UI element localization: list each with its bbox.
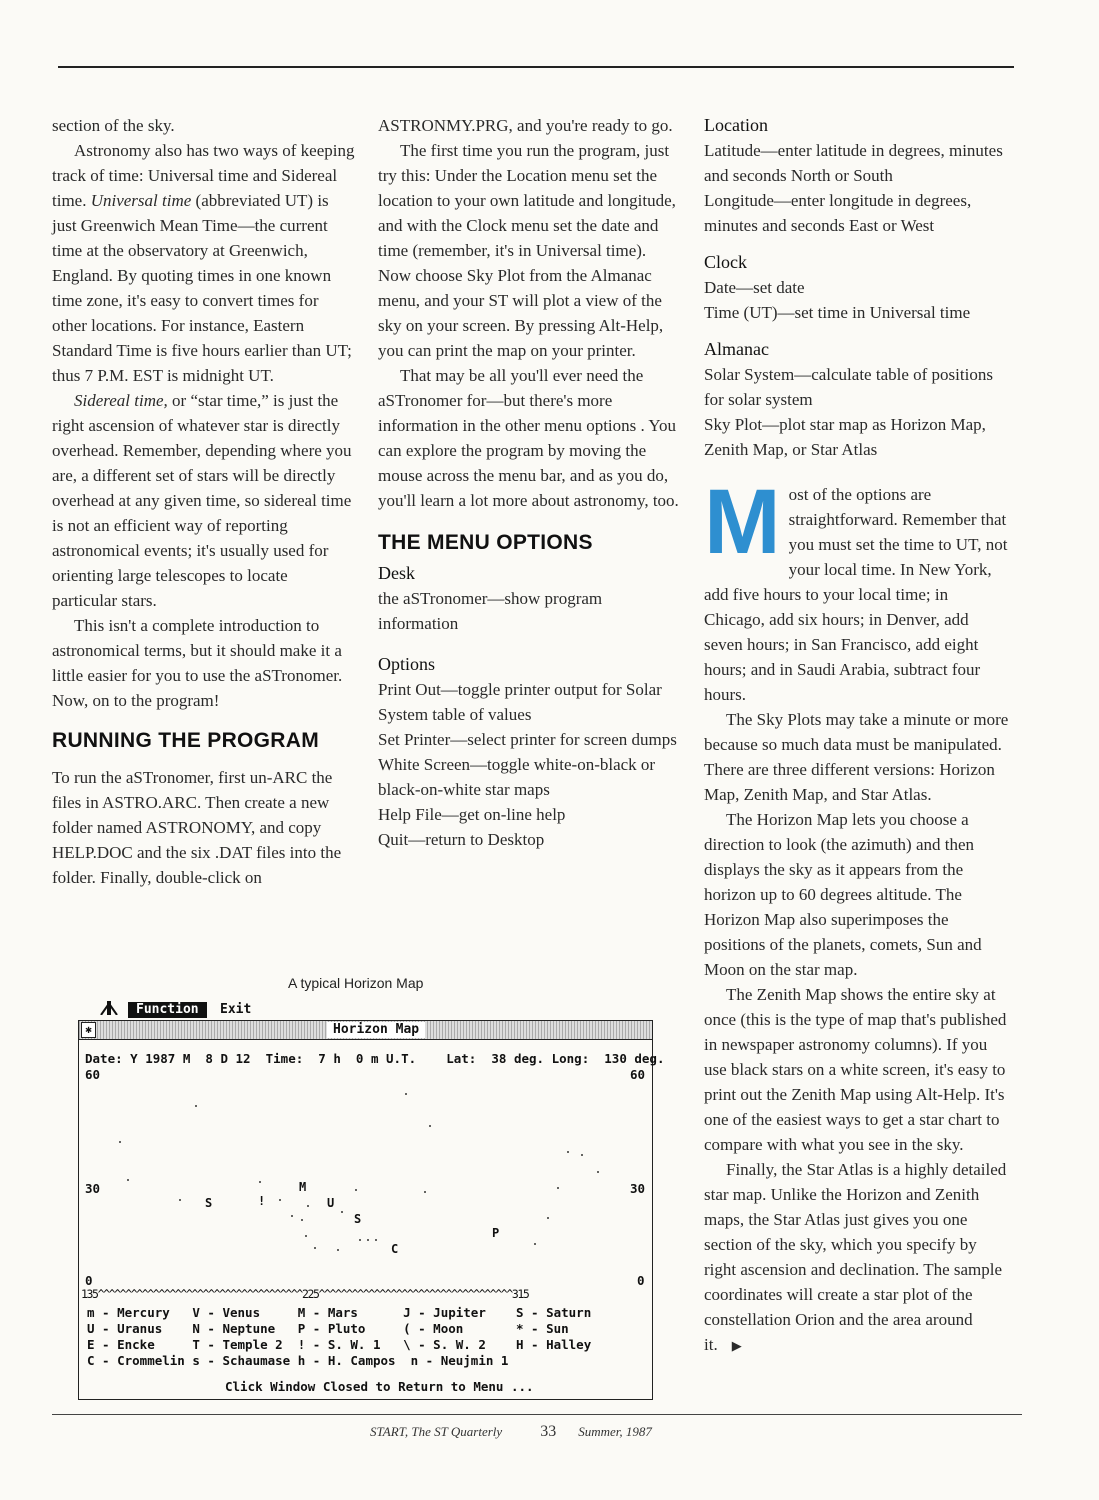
top-rule — [58, 66, 1014, 68]
menu-item: Date—set date — [704, 278, 805, 297]
star-dot — [314, 1247, 316, 1249]
menu-exit[interactable]: Exit — [220, 1002, 252, 1017]
star-dot — [547, 1217, 549, 1219]
menu-item: the aSTronomer—show program information — [378, 589, 603, 633]
star-dot — [367, 1239, 369, 1241]
column-3 — [704, 113, 1009, 1358]
star-dot — [355, 1189, 357, 1191]
menu-item: Time (UT)—set time in Universal time — [704, 303, 971, 322]
paragraph: Most of the options are straightforward. Remember that you must set the time to UT, not your local time. In New York, add five hours to your local time; in Chicago, add six hours; in Denver, add seven hours; in San Francisco, add eight hours; and in Saudi Arabia, subtract four hours. — [704, 471, 1008, 704]
altitude-label-60: 60 — [630, 1067, 646, 1082]
menu-bar — [78, 1000, 653, 1020]
horizon-map-screenshot — [78, 1000, 665, 1405]
altitude-label-30: 30 — [630, 1181, 646, 1196]
star-dot — [597, 1171, 599, 1173]
star-dot — [429, 1125, 431, 1127]
star-dot — [127, 1179, 129, 1181]
star-dot — [359, 1239, 361, 1241]
close-box-icon[interactable]: ✱ — [81, 1022, 96, 1038]
legend-row: U - Uranus N - Neptune P - Pluto ( - Moon * - Sun — [87, 1321, 569, 1336]
legend-row: m - Mercury V - Venus M - Mars J - Jupiter S - Saturn — [87, 1305, 592, 1320]
magazine-name: START, The ST Quarterly — [370, 1424, 503, 1439]
menu-function[interactable]: Function — [128, 1002, 207, 1018]
menu-title-almanac: Almanac — [704, 339, 769, 359]
menu-title-options: Options — [378, 654, 436, 674]
planet-label: S — [205, 1196, 213, 1210]
window-title-bar[interactable] — [79, 1021, 652, 1040]
menu-item: Sky Plot—plot star map as Horizon Map, Zenith Map, or Star Atlas — [704, 415, 986, 459]
star-dot — [375, 1239, 377, 1241]
star-dot — [534, 1243, 536, 1245]
altitude-label-60: 60 — [85, 1067, 101, 1082]
menu-item: Set Printer—select printer for screen dumps — [378, 730, 677, 749]
star-dot — [195, 1105, 197, 1107]
star-dot — [279, 1199, 281, 1201]
menu-title-location: Location — [704, 115, 768, 135]
menu-item: Solar System—calculate table of positions for solar system — [704, 365, 993, 409]
page-footer — [370, 1423, 652, 1441]
paragraph: The Horizon Map lets you choose a direction to look (the azimuth) and then displays the sky as it appears from the horizon up to 60 degrees altitude. The Horizon Map also superimposes the positions of the planets, comets, Sun and Moon on the star map. — [704, 810, 982, 979]
star-dot — [305, 1235, 307, 1237]
comet-label: ! — [258, 1194, 266, 1208]
section-heading: THE MENU OPTIONS — [378, 531, 593, 554]
paragraph: Finally, the Star Atlas is a highly detailed star map. Unlike the Horizon and Zenith maps, the Star Atlas just gives you one section of the sky, which you specify by right ascension and declination. The sample coordinates will create a star plot of the constellation Orion and the area around it. ▶ — [704, 1160, 1007, 1354]
info-line: Date: Y 1987 M 8 D 12 Time: 7 h 0 m U.T. Lat: 38 deg. Long: 130 deg. — [85, 1051, 665, 1066]
menu-item: Longitude—enter longitude in degrees, minutes and seconds East or West — [704, 191, 972, 235]
star-dot — [179, 1199, 181, 1201]
altitude-label-0: 0 — [637, 1273, 645, 1288]
comet-label: C — [391, 1242, 399, 1256]
menu-item: Quit—return to Desktop — [378, 830, 545, 849]
star-dot — [341, 1211, 343, 1213]
paragraph: This isn't a complete introduction to astronomical terms, but it should make it a little easier for you to use the aSTronomer. Now, on to the program! — [52, 616, 343, 710]
column-1 — [52, 113, 357, 890]
star-dot — [301, 1219, 303, 1221]
star-dot — [405, 1093, 407, 1095]
menu-item: Latitude—enter latitude in degrees, minutes and seconds North or South — [704, 141, 1003, 185]
azimuth-scale: 135^^^^^^^^^^^^^^^^^^^^^^^^^^^^^^^^^^^^^225^^^^^^^^^^^^^^^^^^^^^^^^^^^^^^^^^^^315 — [81, 1287, 529, 1301]
page-number: 33 — [540, 1423, 557, 1440]
star-dot — [307, 1205, 309, 1207]
planet-label: U — [327, 1196, 335, 1210]
section-heading: RUNNING THE PROGRAM — [52, 729, 320, 752]
paragraph: ASTRONMY.PRG, and you're ready to go. — [378, 116, 673, 135]
star-dot — [581, 1154, 583, 1156]
paragraph: The first time you run the program, just try this: Under the Location menu set the location to your own latitude and longitude, and with the Clock menu set the date and time (remember, it's in Universal time). Now choose Sky Plot from the Almanac menu, and your ST will plot a view of the sky on your screen. By pressing Alt-Help, you can print the map on your printer. — [378, 141, 676, 360]
altitude-label-0: 0 — [85, 1273, 93, 1288]
menu-title-clock: Clock — [704, 252, 747, 272]
paragraph: The Sky Plots may take a minute or more because so much data must be manipulated. There are three different versions: Horizon Map, Zenith Map, and Star Atlas. — [704, 710, 1009, 804]
star-dot — [119, 1141, 121, 1143]
planet-label: M — [299, 1180, 307, 1194]
figure-caption: A typical Horizon Map — [288, 975, 424, 991]
star-dot — [567, 1151, 569, 1153]
bottom-rule — [52, 1414, 1022, 1415]
paragraph: That may be all you'll ever need the aSTronomer for—but there's more information in the other menu options . You can explore the program by moving the mouse across the menu bar, and as you do, you'll learn a lot more about astronomy, too. — [378, 366, 679, 510]
menu-item: Print Out—toggle printer output for Solar System table of values — [378, 680, 662, 724]
paragraph: section of the sky. — [52, 116, 175, 135]
column-2 — [378, 113, 683, 852]
paragraph: Astronomy also has two ways of keeping track of time: Universal time and Sidereal time. Universal time (abbreviated UT) is just Greenwich Mean Time—the current time at the observatory at Greenwich, England. By quoting times in one known time zone, it's easy to convert times for other locations. For instance, Eastern Standard Time is five hours earlier than UT; thus 7 P.M. EST is midnight UT. — [52, 141, 355, 385]
star-dot — [557, 1187, 559, 1189]
star-dot — [259, 1181, 261, 1183]
menu-title-desk: Desk — [378, 563, 415, 583]
paragraph: Sidereal time, or “star time,” is just the right ascension of whatever star is directly overhead. Remember, depending where you are, a different set of stars will be directly overhead at any given time, so sidereal time is not an efficient way of reporting astronomical events; it's usually used for orienting large telescopes to locate particular stars. — [52, 391, 352, 610]
sun-label: S — [354, 1212, 362, 1226]
window-title: Horizon Map — [327, 1022, 425, 1038]
menu-item: Help File—get on-line help — [378, 805, 566, 824]
paragraph: The Zenith Map shows the entire sky at once (this is the type of map that's published in newspaper astronomy columns). If you use black stars on a white screen, it's easy to print out the Zenith Map using Alt-Help. It's one of the easiest ways to get a star chart to compare with what you see in the sky. — [704, 985, 1007, 1154]
menu-item: White Screen—toggle white-on-black or black-on-white star maps — [378, 755, 656, 799]
star-dot — [424, 1191, 426, 1193]
close-window-prompt[interactable]: Click Window Closed to Return to Menu ... — [225, 1379, 534, 1394]
star-dot — [337, 1249, 339, 1251]
legend-row: C - Crommelin s - Schaumase h - H. Campos n - Neujmin 1 — [87, 1353, 509, 1368]
star-dot — [291, 1215, 293, 1217]
altitude-label-30: 30 — [85, 1181, 101, 1196]
horizon-map-window — [78, 1020, 665, 1400]
drop-cap: M — [704, 471, 781, 573]
atari-logo-icon — [100, 1001, 118, 1019]
issue-date: Summer, 1987 — [578, 1424, 652, 1439]
continue-arrow-icon: ▶ — [731, 1338, 742, 1353]
planet-label: P — [492, 1226, 500, 1240]
paragraph: To run the aSTronomer, first un-ARC the files in ASTRO.ARC. Then create a new folder named ASTRONOMY, and copy HELP.DOC and the six .DAT files into the folder. Finally, double-click on — [52, 768, 342, 887]
legend-row: E - Encke T - Temple 2 ! - S. W. 1 \ - S. W. 2 H - Halley — [87, 1337, 592, 1352]
